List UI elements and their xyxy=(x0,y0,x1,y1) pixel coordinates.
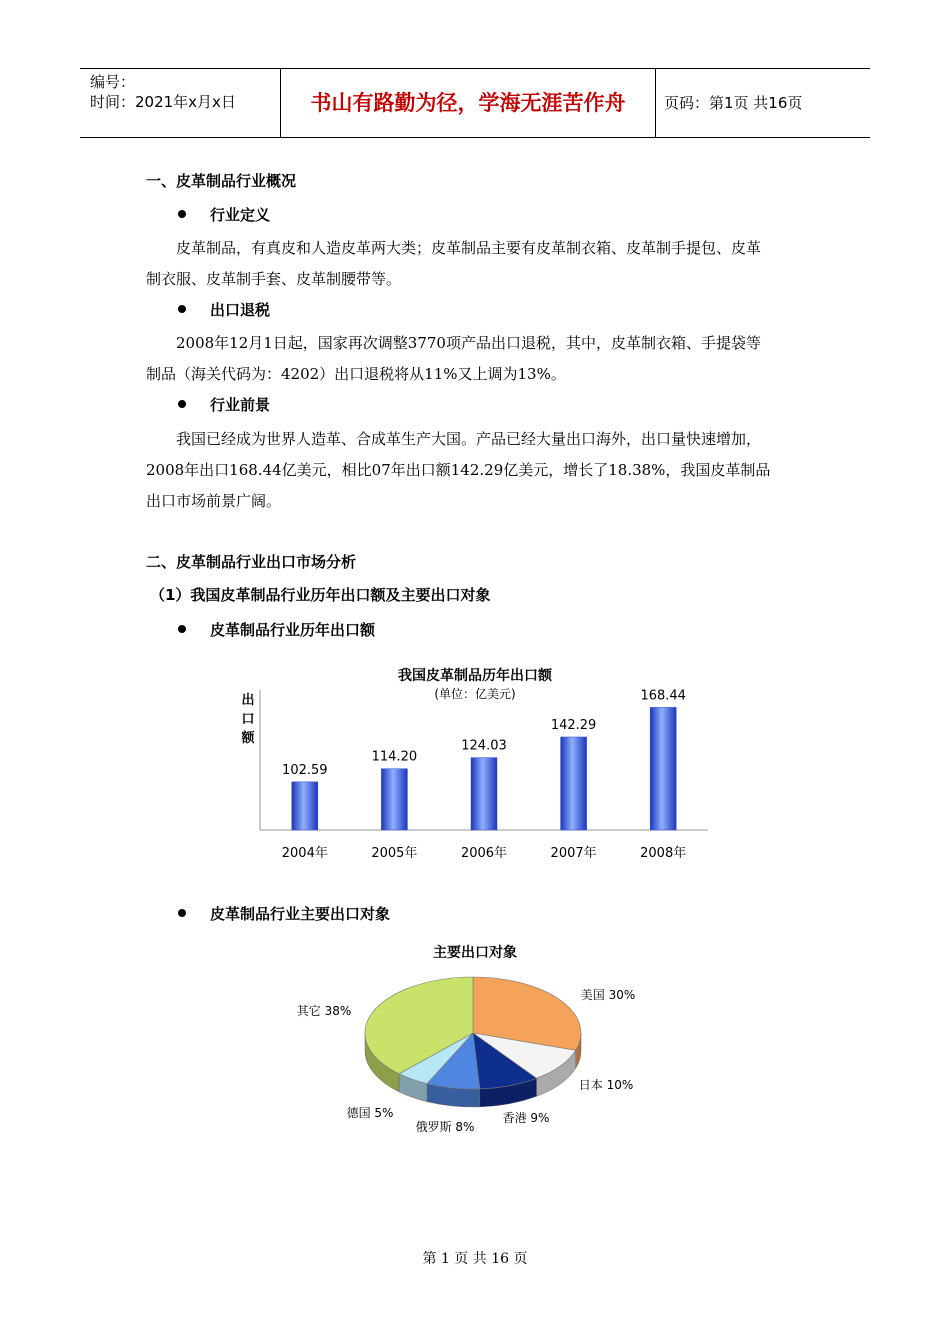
x-tick-label: 2004年 xyxy=(281,846,328,861)
pie-slice-label: 日本 10% xyxy=(578,1078,634,1092)
header-page: 页码：第1页 共16页 xyxy=(664,94,803,112)
y-axis-label-char: 出 xyxy=(241,693,255,708)
pie-slice-label: 香港 9% xyxy=(502,1111,550,1125)
bar xyxy=(650,707,676,830)
header-number: 编号： xyxy=(90,73,136,91)
paragraph-outlook xyxy=(146,424,811,517)
paragraph-definition xyxy=(146,233,811,295)
bullet-outlook xyxy=(178,394,270,415)
header-time: 时间：2021年x月x日 xyxy=(90,93,236,111)
bullet-export-value xyxy=(178,619,375,640)
header-meta xyxy=(80,69,280,137)
pie-slice-label: 其它 38% xyxy=(296,1004,352,1018)
bullet-definition xyxy=(178,204,270,225)
bar xyxy=(561,737,587,830)
bullet-label: 皮革制品行业历年出口额 xyxy=(210,621,376,639)
header-motto: 书山有路勤为径，学海无涯苦作舟 xyxy=(280,69,656,137)
bar-value-label: 168.44 xyxy=(640,688,686,704)
paragraph-line: 我国已经成为世界人造革、合成革生产大国。产品已经大量出口海外，出口量快速增加， xyxy=(176,430,762,448)
paragraph-line: 制品（海关代码为：4202）出口退税将从11%又上调为13%。 xyxy=(146,365,566,383)
paragraph-line: 出口市场前景广阔。 xyxy=(146,492,282,510)
paragraph-line: 2008年出口168.44亿美元，相比07年出口额142.29亿美元，增长了18.38%，我国皮革制品 xyxy=(146,461,771,479)
paragraph-line: 2008年12月1日起，国家再次调整3770项产品出口退税，其中，皮革制衣箱、手提袋等 xyxy=(176,334,761,352)
x-tick-label: 2006年 xyxy=(460,846,508,861)
bullet-label: 行业定义 xyxy=(210,206,271,224)
bullet-export-destinations xyxy=(178,903,390,924)
chart-title: 主要出口对象 xyxy=(433,945,517,961)
bullet-label: 皮革制品行业主要出口对象 xyxy=(210,905,391,923)
chart-title: 我国皮革制品历年出口额 xyxy=(398,668,552,684)
bar xyxy=(292,782,318,830)
y-axis-label xyxy=(240,692,255,746)
pie-slice-label: 德国 5% xyxy=(346,1106,394,1120)
chart-subtitle: (单位：亿美元) xyxy=(434,687,516,701)
bar xyxy=(471,758,497,830)
bar xyxy=(381,769,407,830)
x-tick-label: 2005年 xyxy=(371,846,418,861)
bullet-label: 行业前景 xyxy=(210,396,271,414)
x-tick-label: 2007年 xyxy=(550,846,597,861)
page-header xyxy=(80,68,870,138)
paragraph-tax-rebate xyxy=(146,328,811,390)
bullet-dot xyxy=(178,909,186,917)
bar-value-label: 142.29 xyxy=(550,717,597,733)
bar-value-label: 124.03 xyxy=(461,738,507,754)
export-bar-chart xyxy=(230,660,720,870)
bullet-dot xyxy=(178,305,186,313)
bullet-tax-rebate xyxy=(178,299,270,320)
pie-slice-label: 俄罗斯 8% xyxy=(415,1120,475,1134)
bullet-dot xyxy=(178,625,186,633)
section2-title: 二、皮革制品行业出口市场分析 xyxy=(146,553,357,571)
section2-subtitle: （1）我国皮革制品行业历年出口额及主要出口对象 xyxy=(150,586,491,604)
bullet-label: 出口退税 xyxy=(210,301,271,319)
export-destination-pie-chart xyxy=(280,935,660,1140)
paragraph-line: 制衣服、皮革制手套、皮革制腰带等。 xyxy=(146,270,402,288)
bar-value-label: 102.59 xyxy=(282,762,328,778)
page-footer: 第 1 页 共 16 页 xyxy=(422,1251,528,1267)
bar-value-label: 114.20 xyxy=(371,749,418,765)
y-axis-label-char: 口 xyxy=(241,712,255,727)
bullet-dot xyxy=(178,400,186,408)
bullet-dot xyxy=(178,210,186,218)
pie-slice-label: 美国 30% xyxy=(580,988,636,1002)
y-axis-label-char: 额 xyxy=(241,731,255,746)
x-tick-label: 2008年 xyxy=(640,846,687,861)
section1-title: 一、皮革制品行业概况 xyxy=(146,172,297,190)
paragraph-line: 皮革制品，有真皮和人造皮革两大类；皮革制品主要有皮革制衣箱、皮革制手提包、皮革 xyxy=(176,239,762,257)
